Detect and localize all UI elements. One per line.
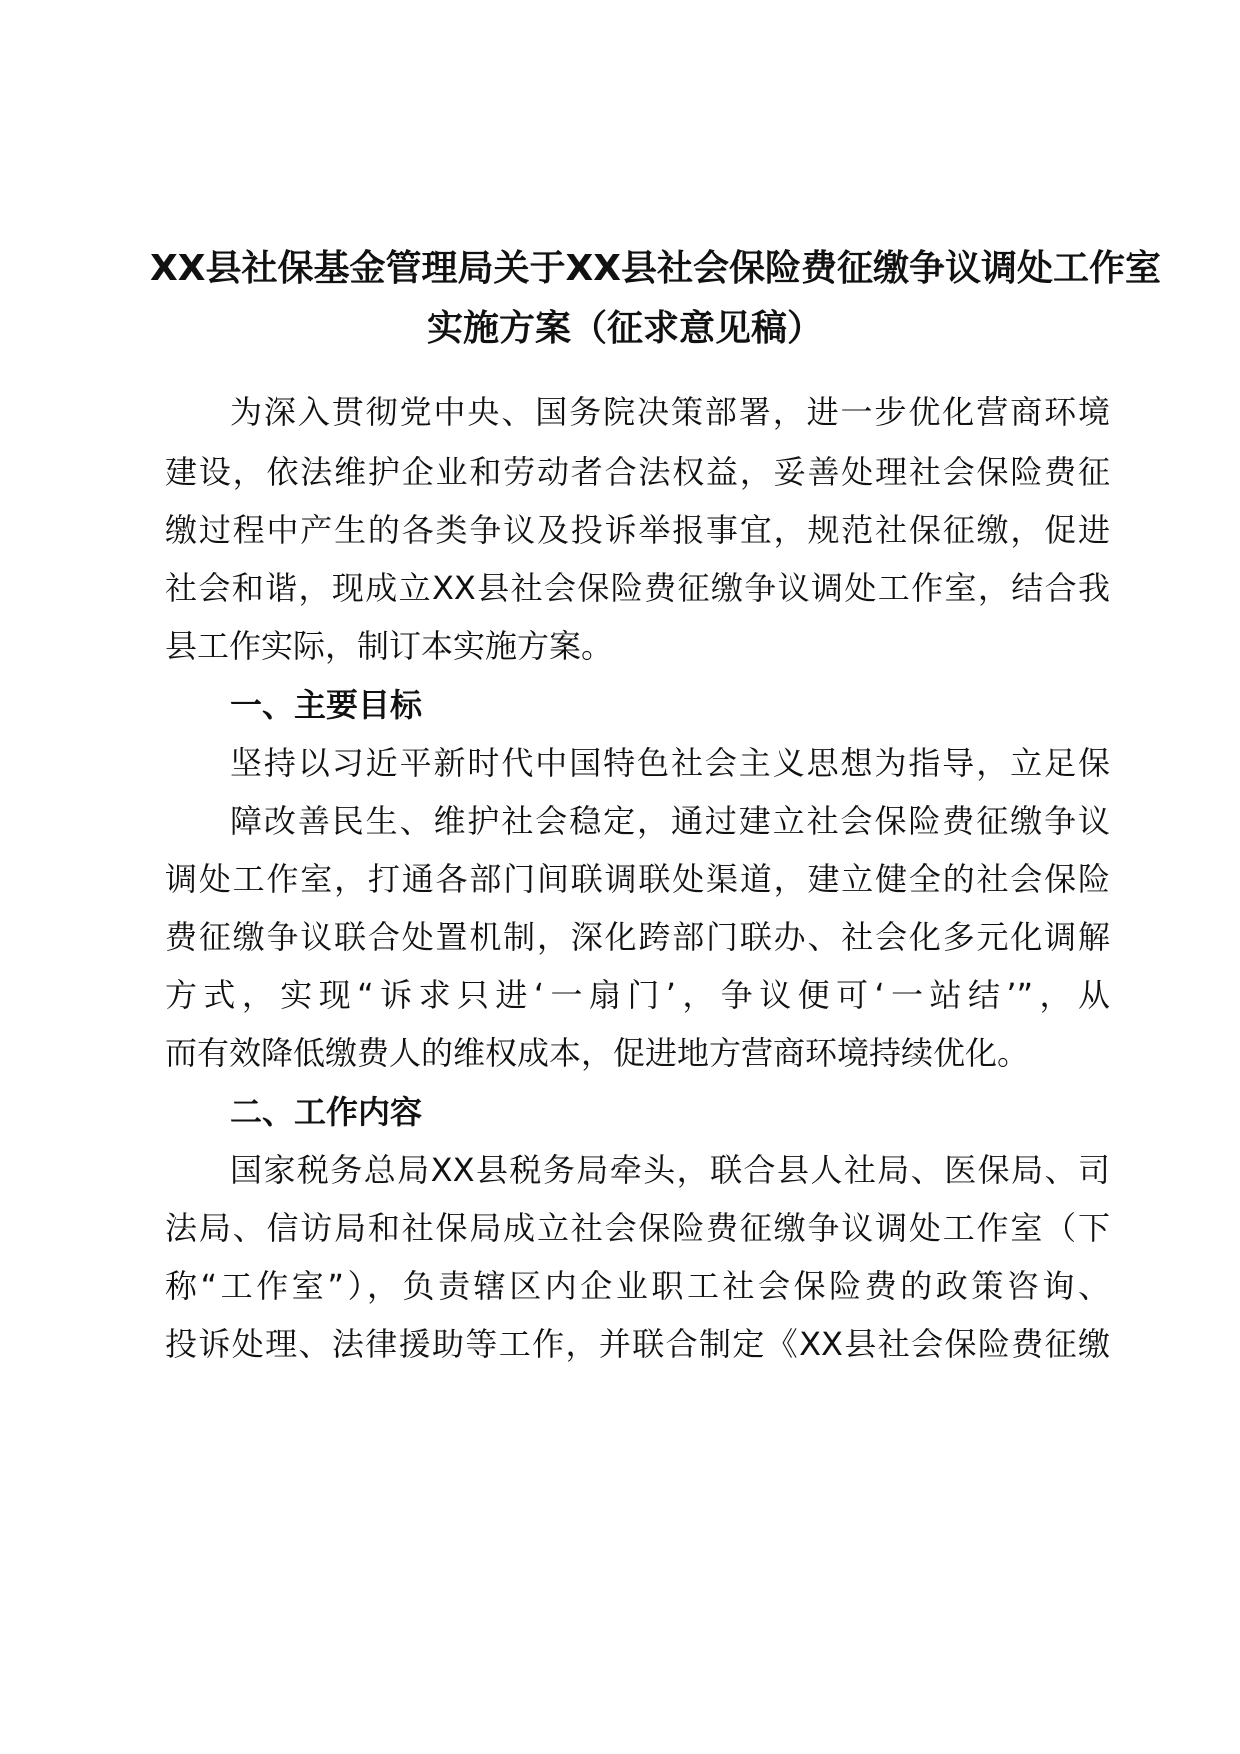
goals-line-4: 费征缴争议联合处置机制，深化跨部门联办、社会化多元化调解 (165, 918, 1110, 956)
intro-line-2: 建设，依法维护企业和劳动者合法权益，妥善处理社会保险费征 (165, 453, 1110, 491)
intro-line-3: 缴过程中产生的各类争议及投诉举报事宜，规范社保征缴，促进 (165, 511, 1110, 549)
document-title-line-2: 实施方案（征求意见稿） (426, 308, 823, 349)
section-heading-work-content: 二、工作内容 (230, 1093, 423, 1131)
intro-line-4: 社会和谐，现成立XX县社会保险费征缴争议调处工作室，结合我 (165, 569, 1110, 607)
work-line-1: 国家税务总局XX县税务局牵头，联合县人社局、医保局、司 (230, 1151, 1110, 1189)
work-line-2: 法局、信访局和社保局成立社会保险费征缴争议调处工作室（下 (165, 1209, 1110, 1247)
goals-line-1: 坚持以习近平新时代中国特色社会主义思想为指导，立足保 (230, 744, 1110, 782)
intro-line-5: 县工作实际，制订本实施方案。 (165, 627, 614, 665)
goals-line-3: 调处工作室，打通各部门间联调联处渠道，建立健全的社会保险 (165, 860, 1110, 898)
goals-line-5: 方式，实现“诉求只进‘一扇门’，争议便可‘一站结’”，从 (165, 976, 1110, 1014)
section-heading-goals: 一、主要目标 (230, 686, 423, 724)
goals-line-6: 而有效降低缴费人的维权成本，促进地方营商环境持续优化。 (165, 1034, 1030, 1072)
intro-line-1: 为深入贯彻党中央、国务院决策部署，进一步优化营商环境 (230, 393, 1110, 431)
work-line-3: 称“工作室”），负责辖区内企业职工社会保险费的政策咨询、 (165, 1267, 1110, 1305)
work-line-4: 投诉处理、法律援助等工作，并联合制定《XX县社会保险费征缴 (165, 1325, 1110, 1363)
document-title-line-1: XX县社保基金管理局关于XX县社会保险费征缴争议调处工作室 (150, 248, 1162, 289)
goals-line-2: 障改善民生、维护社会稳定，通过建立社会保险费征缴争议 (230, 802, 1110, 840)
